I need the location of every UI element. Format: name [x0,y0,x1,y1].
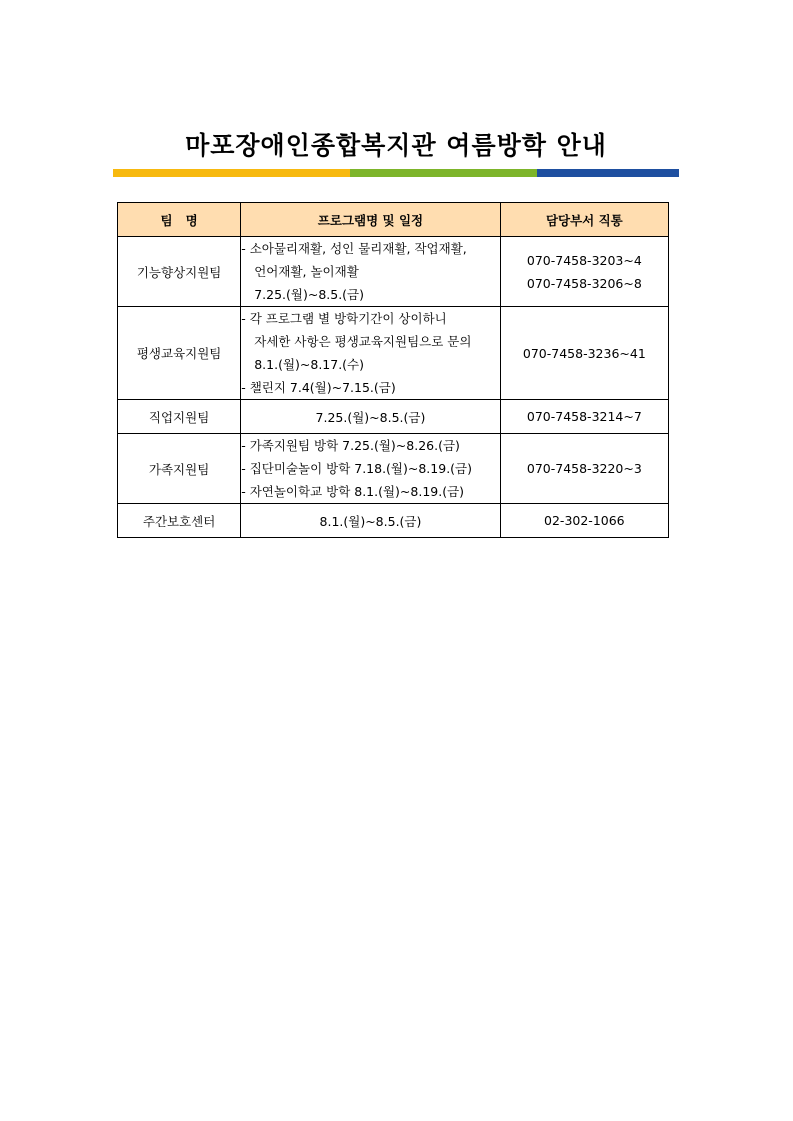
title-bar-green-segment [350,169,537,177]
header-team: 팀 명 [118,203,241,237]
phone-number: 070-7458-3236~41 [522,345,646,361]
program-line: 8.1.(월)~8.17.(수) [254,357,365,372]
table-row [118,307,669,400]
program-cell [241,307,500,400]
program-line: 언어재활, 놀이재활 [254,264,359,279]
team-name-cell: 평생교육지원팀 [118,307,241,400]
program-line: - 챌린지 7.4(월)~7.15.(금) [241,380,396,395]
table-row [118,434,669,504]
table-row [118,400,669,434]
title-bar-yellow-segment [113,169,350,177]
phone-number: 070-7458-3214~7 [526,409,642,424]
program-line: - 가족지원팀 방학 7.25.(월)~8.26.(금) [241,438,460,453]
program-cell [241,504,500,538]
phone-number: 070-7458-3203~4 [526,252,642,268]
team-name-cell: 가족지원팀 [118,434,241,504]
program-line: 8.1.(월)~8.5.(금) [319,513,422,529]
program-line: 7.25.(월)~8.5.(금) [254,287,365,302]
vacation-schedule-table [117,202,669,538]
header-program: 프로그램명 및 일정 [241,203,500,237]
program-line: 7.25.(월)~8.5.(금) [315,409,426,425]
header-contact: 담당부서 직통 [500,203,668,237]
program-cell [241,400,500,434]
phone-cell [500,237,668,307]
phone-cell [500,400,668,434]
table-row [118,237,669,307]
table-header-row [118,203,669,237]
program-line: 자세한 사항은 평생교육지원팀으로 문의 [254,334,472,349]
team-name-cell: 기능향상지원팀 [118,237,241,307]
document-title: 마포장애인종합복지관 여름방학 안내 [185,131,607,160]
phone-cell [500,434,668,504]
title-bar-blue-segment [537,169,679,177]
title-underline-bar [113,169,679,177]
phone-number: 070-7458-3206~8 [526,275,642,291]
table-row [118,504,669,538]
phone-cell [500,307,668,400]
program-cell [241,434,500,504]
program-line: - 소아물리재활, 성인 물리재활, 작업재활, [241,241,467,256]
program-line: - 집단미술놀이 방학 7.18.(월)~8.19.(금) [241,461,472,476]
phone-number: 070-7458-3220~3 [526,461,642,476]
team-name-cell: 주간보호센터 [118,504,241,538]
phone-cell [500,504,668,538]
team-name-cell: 직업지원팀 [118,400,241,434]
phone-number: 02-302-1066 [544,513,625,528]
program-line: - 자연놀이학교 방학 8.1.(월)~8.19.(금) [241,484,465,499]
program-line: - 각 프로그램 별 방학기간이 상이하니 [241,311,447,326]
program-cell [241,237,500,307]
